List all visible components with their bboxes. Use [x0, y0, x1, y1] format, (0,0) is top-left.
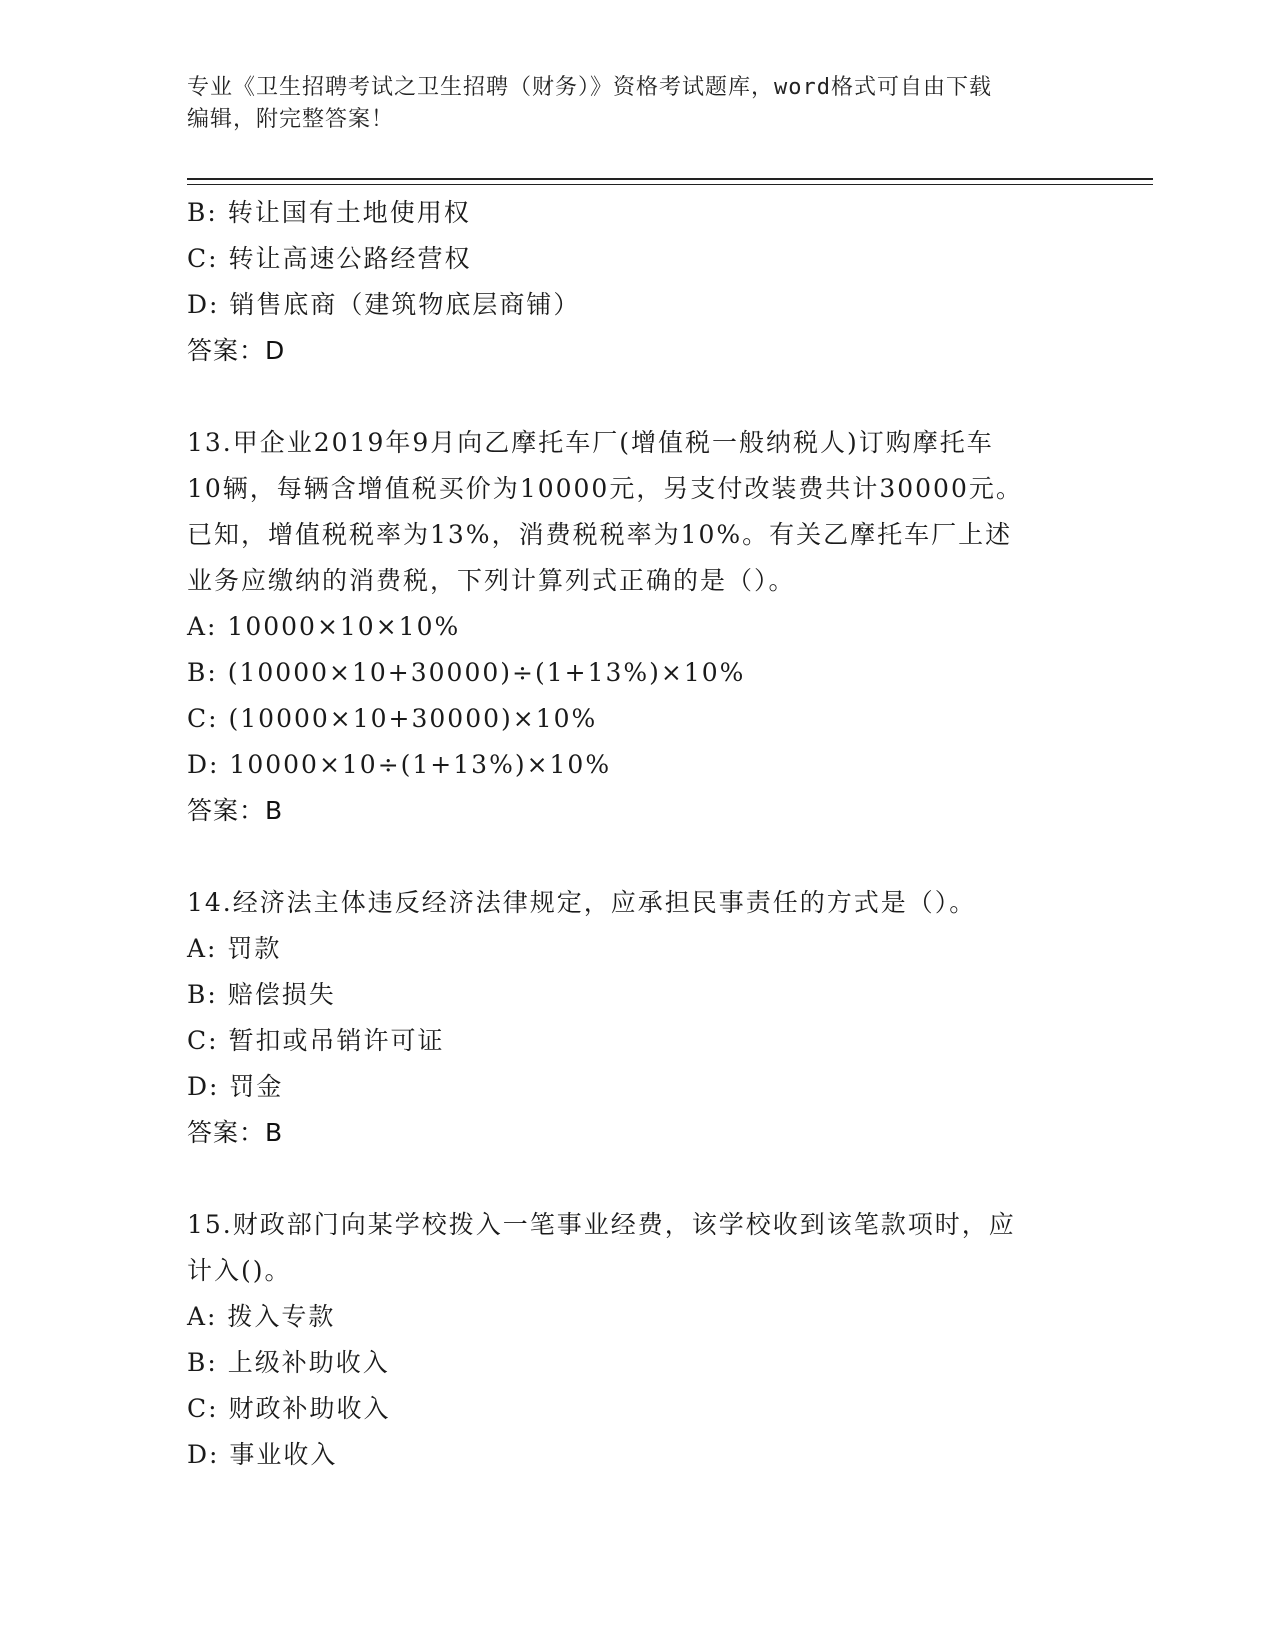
- option-a: A: 罚款: [187, 934, 282, 963]
- option-d: D: 销售底商（建筑物底层商铺）: [187, 290, 581, 319]
- header-rule-thick: [187, 178, 1153, 180]
- question-text-line: 业务应缴纳的消费税，下列计算列式正确的是（）。: [187, 566, 796, 595]
- question-15: [187, 1202, 1087, 1478]
- question-text-line: 10辆，每辆含增值税买价为10000元，另支付改装费共计30000元。: [187, 474, 1023, 503]
- option-c: C: 财政补助收入: [187, 1394, 391, 1423]
- answer-line: 答案：B: [187, 1118, 284, 1147]
- question-12: [187, 190, 1087, 374]
- spacer: [187, 834, 1087, 880]
- header-rule-thin: [187, 184, 1153, 185]
- question-13: [187, 420, 1087, 834]
- option-d: D: 10000×10÷(1+13%)×10%: [187, 750, 612, 779]
- option-c: C: 暂扣或吊销许可证: [187, 1026, 445, 1055]
- header-line-1: 专业《卫生招聘考试之卫生招聘（财务）》资格考试题库，word格式可自由下载: [187, 75, 992, 100]
- question-text-line: 15.财政部门向某学校拨入一笔事业经费，该学校收到该笔款项时，应: [187, 1210, 1016, 1239]
- option-b: B: (10000×10+30000)÷(1+13%)×10%: [187, 658, 746, 687]
- option-a: A: 10000×10×10%: [187, 612, 461, 641]
- question-list: [187, 190, 1087, 1478]
- question-14: [187, 880, 1087, 1156]
- question-text-line: 14.经济法主体违反经济法律规定，应承担民事责任的方式是（）。: [187, 888, 977, 917]
- header-line-2: 编辑，附完整答案！: [187, 107, 395, 132]
- option-d: D: 罚金: [187, 1072, 284, 1101]
- document-header: [187, 72, 1067, 136]
- question-text-line: 13.甲企业2019年9月向乙摩托车厂(增值税一般纳税人)订购摩托车: [187, 428, 994, 457]
- question-text-line: 已知，增值税税率为13%，消费税税率为10%。有关乙摩托车厂上述: [187, 520, 1013, 549]
- option-c: C: (10000×10+30000)×10%: [187, 704, 598, 733]
- question-text-line: 计入()。: [187, 1256, 292, 1285]
- option-b: B: 赔偿损失: [187, 980, 336, 1009]
- answer-line: 答案：B: [187, 796, 284, 825]
- answer-line: 答案：D: [187, 336, 286, 365]
- option-c: C: 转让高速公路经营权: [187, 244, 472, 273]
- option-d: D: 事业收入: [187, 1440, 338, 1469]
- spacer: [187, 1156, 1087, 1202]
- option-b: B: 转让国有土地使用权: [187, 198, 471, 227]
- spacer: [187, 374, 1087, 420]
- option-a: A: 拨入专款: [187, 1302, 336, 1331]
- option-b: B: 上级补助收入: [187, 1348, 390, 1377]
